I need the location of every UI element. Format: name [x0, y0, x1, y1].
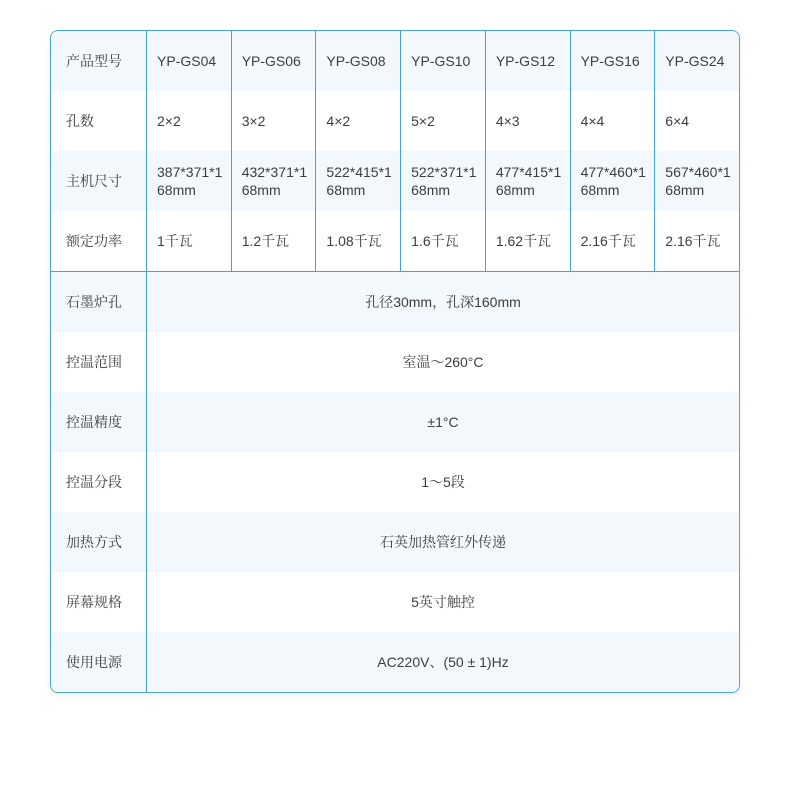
- table-row: [51, 392, 739, 452]
- spec-cell: 387*371*168mm: [146, 151, 231, 211]
- spec-cell: 477*460*168mm: [570, 151, 655, 211]
- row-label-rated-power: 额定功率: [51, 211, 146, 271]
- row-label-screen-spec: 屏幕规格: [51, 572, 146, 632]
- model-spec-section: [51, 31, 739, 271]
- model-name: YP-GS24: [654, 31, 739, 91]
- row-label-product-model: 产品型号: [51, 31, 146, 91]
- spec-cell: 4×4: [570, 91, 655, 151]
- spec-value: AC220V、(50 ± 1)Hz: [146, 632, 739, 692]
- spec-value: ±1°C: [146, 392, 739, 452]
- spec-value: 5英寸触控: [146, 572, 739, 632]
- spec-cell: 4×2: [315, 91, 400, 151]
- spec-cell: 1.62千瓦: [485, 211, 570, 271]
- spec-cell: 6×4: [654, 91, 739, 151]
- table-row: [51, 272, 739, 332]
- row-label-graphite-hole: 石墨炉孔: [51, 272, 146, 332]
- spec-cell: 3×2: [231, 91, 316, 151]
- model-name: YP-GS06: [231, 31, 316, 91]
- model-name: YP-GS08: [315, 31, 400, 91]
- spec-cell: 522*415*168mm: [315, 151, 400, 211]
- spec-value: 1～5段: [146, 452, 739, 512]
- spec-value: 室温～260°C: [146, 332, 739, 392]
- table-row: [51, 632, 739, 692]
- spec-cell: 4×3: [485, 91, 570, 151]
- spec-value: 石英加热管红外传递: [146, 512, 739, 572]
- model-name: YP-GS16: [570, 31, 655, 91]
- spec-value: 孔径30mm，孔深160mm: [146, 272, 739, 332]
- row-label-temp-accuracy: 控温精度: [51, 392, 146, 452]
- spec-cell: 2.16千瓦: [570, 211, 655, 271]
- spec-cell: 2×2: [146, 91, 231, 151]
- row-label-temp-segments: 控温分段: [51, 452, 146, 512]
- row-label-temp-range: 控温范围: [51, 332, 146, 392]
- product-spec-table: [50, 30, 740, 693]
- row-label-hole-count: 孔数: [51, 91, 146, 151]
- row-label-power-supply: 使用电源: [51, 632, 146, 692]
- model-name: YP-GS10: [400, 31, 485, 91]
- spec-cell: 567*460*168mm: [654, 151, 739, 211]
- table-row: [51, 572, 739, 632]
- common-spec-section: [51, 271, 739, 692]
- table-row: [51, 452, 739, 512]
- model-name: YP-GS04: [146, 31, 231, 91]
- model-name: YP-GS12: [485, 31, 570, 91]
- spec-cell: 1.2千瓦: [231, 211, 316, 271]
- table-row: [51, 512, 739, 572]
- spec-cell: 1千瓦: [146, 211, 231, 271]
- spec-cell: 5×2: [400, 91, 485, 151]
- spec-cell: 2.16千瓦: [654, 211, 739, 271]
- table-row: [51, 332, 739, 392]
- spec-cell: 1.08千瓦: [315, 211, 400, 271]
- spec-cell: 522*371*168mm: [400, 151, 485, 211]
- row-label-unit-size: 主机尺寸: [51, 151, 146, 211]
- row-label-heating-method: 加热方式: [51, 512, 146, 572]
- spec-cell: 432*371*168mm: [231, 151, 316, 211]
- spec-cell: 1.6千瓦: [400, 211, 485, 271]
- spec-cell: 477*415*168mm: [485, 151, 570, 211]
